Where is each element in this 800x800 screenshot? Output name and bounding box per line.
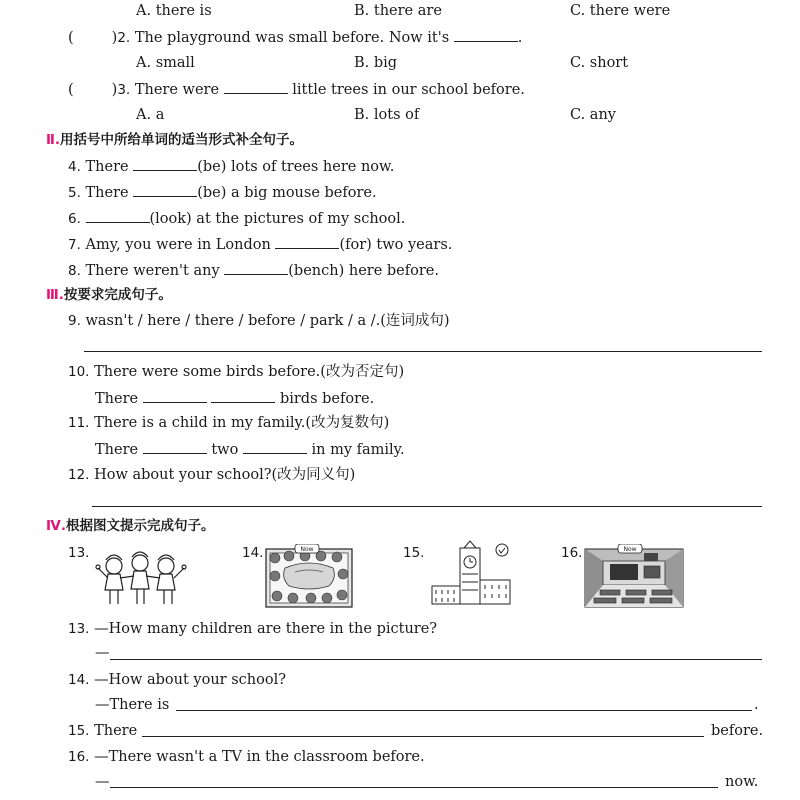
clock-tower-icon <box>430 540 514 608</box>
question-number: 5. <box>68 185 81 201</box>
question-text-end: (bench) here before. <box>288 263 439 279</box>
picture-label-14: 14. <box>242 545 264 561</box>
question-11 <box>68 414 389 432</box>
q3-option-c: C. any <box>570 107 616 123</box>
question-7 <box>68 235 452 254</box>
picture-label-16: 16. <box>561 545 583 561</box>
question-number: 9. <box>68 313 81 329</box>
question-number: 8. <box>68 263 81 279</box>
question-text: —How many children are there in the picture? <box>94 621 438 637</box>
section-title: 用括号中所给单词的适当形式补全句子。 <box>60 132 304 148</box>
answer-start: There <box>95 442 139 458</box>
answer-dash-16: — <box>95 774 110 790</box>
answer-paren-close: ) <box>111 30 118 46</box>
q1-option-b: B. there are <box>354 3 442 19</box>
question-12 <box>68 466 355 484</box>
question-13 <box>68 620 437 638</box>
question-text: Amy, you were in London <box>85 237 271 253</box>
question-text-end: (look) at the pictures of my school. <box>149 211 406 227</box>
question-number: 11. <box>68 415 90 431</box>
answer-paren-close: ) <box>111 82 118 98</box>
answer-line-9[interactable] <box>84 351 762 352</box>
q2-option-b: B. big <box>354 55 398 71</box>
q2-option-a: A. small <box>136 55 195 71</box>
question-number: 15. <box>68 723 90 739</box>
question-text: —There wasn't a TV in the classroom before. <box>94 749 425 765</box>
answer-end: in my family. <box>311 442 405 458</box>
q3-option-a: A. a <box>136 107 165 123</box>
answer-end: birds before. <box>279 391 375 407</box>
q1-option-a: A. there is <box>136 3 212 19</box>
question-text-end: (for) two years. <box>339 237 453 253</box>
answer-blank[interactable] <box>224 261 288 275</box>
answer-blank[interactable] <box>133 183 197 197</box>
question-text: How about your school?(改为同义句) <box>94 467 356 483</box>
answer-start: There <box>95 391 139 407</box>
question-text: There <box>94 723 138 739</box>
question-text-end: (be) lots of trees here now. <box>197 159 395 175</box>
q2-option-c: C. short <box>570 55 629 71</box>
q1-option-c: C. there were <box>570 3 671 19</box>
q3-option-b: B. lots of <box>354 107 420 123</box>
question-text: The playground was small before. Now it's <box>134 30 450 46</box>
question-text: —How about your school? <box>94 672 286 688</box>
question-number: 12. <box>68 467 90 483</box>
answer-line-16[interactable] <box>110 787 718 788</box>
question-number: 2. <box>117 30 131 46</box>
answer-paren-open: ( <box>68 30 74 46</box>
answer-blank[interactable] <box>224 80 288 94</box>
question-15 <box>68 722 137 740</box>
answer-blank[interactable] <box>143 440 207 454</box>
roman-numeral: Ⅱ. <box>46 132 61 148</box>
answer-blank[interactable] <box>133 157 197 171</box>
question-number: 4. <box>68 159 81 175</box>
question-number: 3. <box>117 82 131 98</box>
section-title: 根据图文提示完成句子。 <box>65 518 215 534</box>
section-heading-4 <box>46 517 214 535</box>
answer-blank[interactable] <box>243 440 307 454</box>
question-text-end: . <box>517 30 523 46</box>
section-title: 按要求完成句子。 <box>63 287 172 303</box>
question-number: 10. <box>68 364 90 380</box>
answer-start-14: —There is <box>95 697 170 713</box>
question-number: 14. <box>68 672 90 688</box>
question-text: There were some birds before.(改为否定句) <box>94 364 405 380</box>
question-16 <box>68 748 425 766</box>
question-9 <box>68 312 450 330</box>
answer-end-14: . <box>754 697 759 713</box>
roman-numeral: Ⅲ. <box>46 287 64 303</box>
question-text: There <box>85 159 129 175</box>
answer-line-14[interactable] <box>176 710 752 711</box>
question-14 <box>68 671 286 689</box>
answer-line-12[interactable] <box>92 506 762 507</box>
answer-10 <box>95 389 374 408</box>
question-3 <box>68 80 525 99</box>
answer-end-15: before. <box>711 723 764 739</box>
answer-blank[interactable] <box>454 28 518 42</box>
question-number: 16. <box>68 749 90 765</box>
question-10 <box>68 363 404 381</box>
classroom-now-icon <box>584 544 684 608</box>
question-5 <box>68 183 377 202</box>
question-text-end: little trees in our school before. <box>292 82 525 98</box>
answer-blank[interactable] <box>143 389 207 403</box>
section-heading-2 <box>46 131 303 149</box>
question-number: 13. <box>68 621 90 637</box>
question-text-end: (be) a big mouse before. <box>197 185 377 201</box>
answer-line-13[interactable] <box>110 659 762 660</box>
question-text: There <box>85 185 129 201</box>
roman-numeral: Ⅳ. <box>46 518 66 534</box>
question-number: 7. <box>68 237 81 253</box>
answer-blank[interactable] <box>86 209 150 223</box>
answer-end-16: now. <box>725 774 759 790</box>
now-tag: Now <box>623 546 637 553</box>
question-8 <box>68 261 439 280</box>
question-number: 6. <box>68 211 81 227</box>
question-text: There were <box>134 82 220 98</box>
section-heading-3 <box>46 286 172 304</box>
question-4 <box>68 157 394 176</box>
picture-label-15: 15. <box>403 545 425 561</box>
answer-line-15[interactable] <box>142 736 704 737</box>
answer-paren-open: ( <box>68 82 74 98</box>
question-6 <box>68 209 405 228</box>
question-text: There is a child in my family.(改为复数句) <box>94 415 390 431</box>
answer-mid: two <box>211 442 239 458</box>
question-text: wasn't / here / there / before / park / a /.(连词成句) <box>85 313 450 329</box>
answer-11 <box>95 440 405 459</box>
answer-dash-13: — <box>95 645 110 661</box>
children-icon <box>92 548 190 608</box>
picture-label-13: 13. <box>68 545 90 561</box>
question-text: There weren't any <box>85 263 220 279</box>
park-now-icon <box>265 544 353 608</box>
question-2 <box>68 28 522 47</box>
now-tag: Now <box>300 546 314 553</box>
answer-blank[interactable] <box>211 389 275 403</box>
answer-blank[interactable] <box>275 235 339 249</box>
